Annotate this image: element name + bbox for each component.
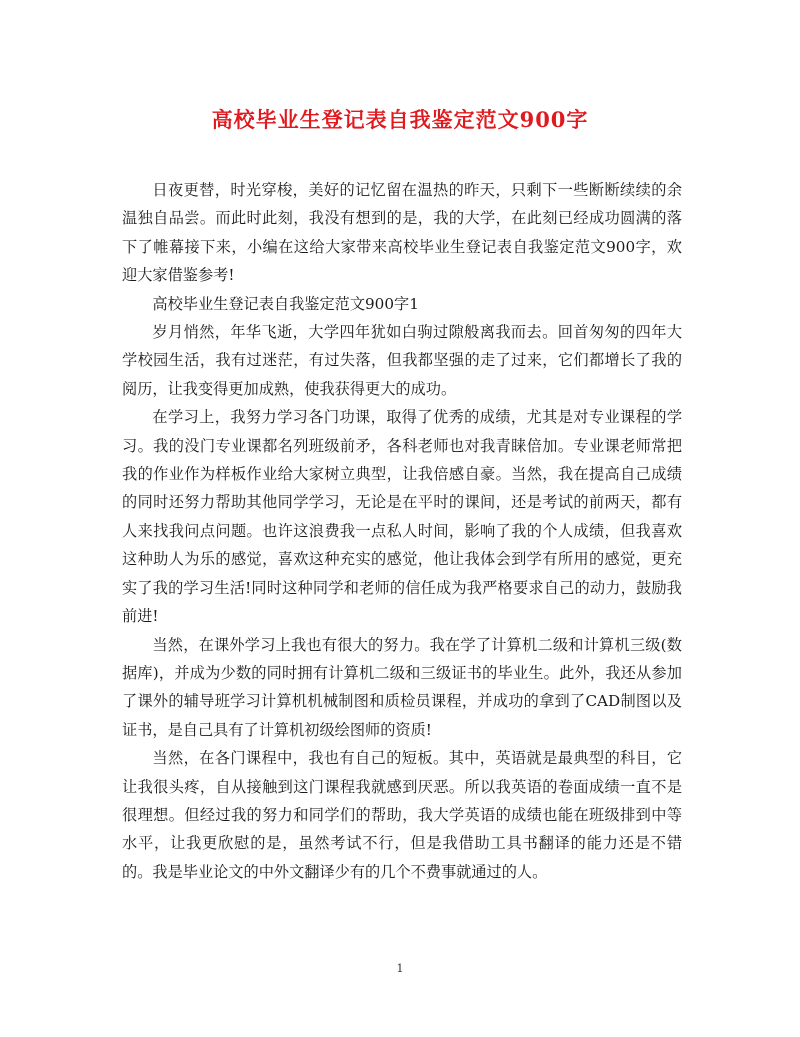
body-paragraph-1: 岁月悄然，年华飞逝，大学四年犹如白驹过隙般离我而去。回首匆匆的四年大学校园生活，我有过迷茫，有过失落，但我都坚强的走了过来，它们都增长了我的阅历，让我变得更加成熟，使我获得更大的成功。 <box>122 323 682 398</box>
page-number: 1 <box>396 962 404 975</box>
section-heading: 高校毕业生登记表自我鉴定范文900字1 <box>152 294 419 313</box>
body-paragraph-4: 当然，在各门课程中，我也有自己的短板。其中，英语就是最典型的科目，它让我很头疼，自从接触到这门课程我就感到厌恶。所以我英语的卷面成绩一直不是很理想。但经过我的努力和同学们的帮助，我大学英语的成绩也能在班级排到中等水平，让我更欣慰的是，虽然考试不行，但是我借助工具书翻译的能力还是不错的。我是毕业论文的中外文翻译少有的几个不费事就通过的人。 <box>122 749 682 881</box>
body-paragraph-3: 当然，在课外学习上我也有很大的努力。我在学了计算机二级和计算机三级(数据库)，并成为少数的同时拥有计算机二级和三级证书的毕业生。此外，我还从参加了课外的辅导班学习计算机机械制图和质检员课程，并成功的拿到了CAD制图以及证书，是自己具有了计算机初级绘图师的资质! <box>122 635 682 739</box>
body-paragraph-2: 在学习上，我努力学习各门功课，取得了优秀的成绩，尤其是对专业课程的学习。我的没门专业课都名列班级前矛，各科老师也对我青睐倍加。专业课老师常把我的作业作为样板作业给大家树立典型，让我倍感自豪。当然，我在提高自己成绩的同时还努力帮助其他同学学习，无论是在平时的课间，还是考试的前两天，都有人来找我问点问题。也许这浪费我一点私人时间，影响了我的个人成绩，但我喜欢这种助人为乐的感觉，喜欢这种充实的感觉，他让我体会到学有所用的感觉，更充实了我的学习生活!同时这种同学和老师的信任成为我严格要求自己的动力，鼓励我前进! <box>122 408 682 626</box>
document-title: 高校毕业生登记表自我鉴定范文900字 <box>211 107 589 132</box>
intro-paragraph: 日夜更替，时光穿梭，美好的记忆留在温热的昨天，只剩下一些断断续续的余温独自品尝。而此时此刻，我没有想到的是，我的大学，在此刻已经成功圆满的落下了帷幕接下来，小编在这给大家带来高校毕业生登记表自我鉴定范文900字，欢迎大家借鉴参考! <box>122 181 682 285</box>
document-body <box>122 176 682 886</box>
